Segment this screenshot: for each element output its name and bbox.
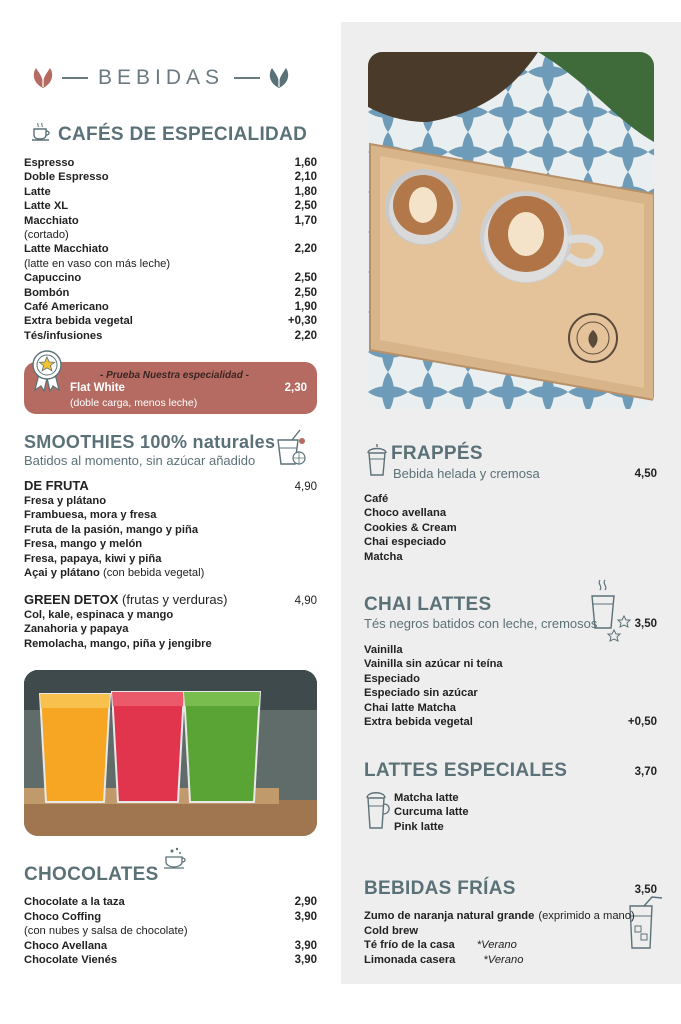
cafe-item-name: Espresso [24, 157, 75, 169]
cafe-item-price: 1,70 [294, 214, 317, 227]
cafe-item-price: 2,20 [294, 243, 317, 256]
fruta-item: Fresa y plátano [24, 495, 107, 507]
coffee-photo [368, 52, 654, 409]
cafe-item-price: +0,30 [287, 315, 317, 328]
cafe-item-price: 2,10 [294, 171, 317, 184]
chocolate-item-name: Choco Coffing [24, 910, 102, 923]
menu-header [30, 62, 310, 94]
frias-title: BEBIDAS FRÍAS [364, 878, 516, 899]
smoothies-illustration [24, 670, 317, 836]
fruta-item-acai [24, 567, 204, 579]
fruta-item: Fresa, papaya, kiwi y piña [24, 552, 162, 565]
smoothies-photo [24, 670, 317, 836]
detox-item: Remolacha, mango, piña y jengibre [24, 637, 212, 650]
chocolate-item-name: (con nubes y salsa de chocolate) [24, 925, 188, 938]
cafe-item-price: 2,50 [294, 200, 317, 213]
frappes-title: FRAPPÉS [391, 443, 483, 464]
chai-item: Vainilla sin azúcar ni teína [364, 658, 503, 671]
specialty-name: Flat White [70, 382, 125, 394]
chai-item: Especiado [364, 672, 420, 685]
latte-item: Curcuma latte [394, 806, 469, 819]
cafe-item-price: 1,80 [294, 185, 317, 198]
cafe-item-name: (latte en vaso con más leche) [24, 257, 171, 270]
latte-glass-icon [364, 788, 392, 832]
cafe-item-name: Café Americano [24, 301, 109, 313]
specialty-desc: (doble carga, menos leche) [70, 397, 198, 409]
fruta-item: Frambuesa, mora y fresa [24, 509, 157, 522]
cafe-item-price: 2,20 [294, 329, 317, 342]
fruta-price: 4,90 [294, 481, 317, 493]
chai-subtitle: Tés negros batidos con leche, cremosos [364, 616, 598, 631]
cafe-item-name: Doble Espresso [24, 171, 109, 184]
fria-item-name: Té frío de la casa [364, 939, 455, 952]
frappes-price: 4,50 [634, 468, 657, 480]
fruta-acai-name: Açai y plátano [24, 567, 100, 579]
detox-item: Zanahoria y papaya [24, 623, 129, 636]
frappe-cup-icon [366, 443, 388, 477]
coffee-cup-icon [30, 120, 54, 142]
fria-item-note: *Verano [483, 953, 524, 966]
cafe-item-price: 2,50 [294, 272, 317, 285]
coffee-illustration [368, 52, 654, 409]
fria-item-note: (exprimido a mano) [538, 910, 635, 922]
chocolate-item-price: 3,90 [294, 910, 317, 923]
fria-item-name: Limonada casera [364, 953, 456, 966]
frappe-item: Matcha [364, 550, 403, 563]
fruta-acai-note: (con bebida vegetal) [102, 567, 205, 579]
specialty-price: 2,30 [284, 382, 307, 394]
detox-title-line [24, 592, 228, 607]
fruta-title: DE FRUTA [24, 478, 89, 493]
latte-item: Matcha latte [394, 792, 459, 804]
chai-glass-icon [588, 578, 634, 644]
detox-price: 4,90 [294, 595, 317, 607]
specialty-tag: - Prueba Nuestra especialidad - [100, 370, 249, 381]
lattes-title: LATTES ESPECIALES [364, 760, 568, 781]
latte-item: Pink latte [394, 820, 444, 833]
frappe-item: Chai especiado [364, 536, 447, 549]
fria-item [364, 910, 635, 922]
detox-title-note: (frutas y verduras) [122, 592, 228, 607]
cafe-item-name: Tés/infusiones [24, 329, 103, 342]
detox-title: GREEN DETOX [24, 592, 119, 607]
cafe-item-price: 1,90 [294, 301, 317, 313]
chocolate-item-price: 3,90 [294, 939, 317, 952]
cafe-item-name: (cortado) [24, 229, 69, 241]
green-leaf-icon [266, 65, 292, 91]
cafes-title: CAFÉS DE ESPECIALIDAD [58, 124, 308, 145]
cafe-item-name: Macchiato [24, 214, 79, 227]
menu-title: BEBIDAS [98, 66, 225, 89]
cafe-item-name: Bombón [24, 286, 70, 299]
header-line-right [234, 77, 260, 79]
chai-extra-price: +0,50 [627, 716, 657, 728]
smoothies-subtitle: Batidos al momento, sin azúcar añadido [24, 453, 256, 468]
chocolates-title: CHOCOLATES [24, 864, 159, 885]
chocolate-item-name: Chocolate Vienés [24, 954, 118, 967]
frappe-item: Choco avellana [364, 507, 447, 520]
cafe-item-name: Latte Macchiato [24, 243, 109, 256]
fruta-item: Fruta de la pasión, mango y piña [24, 523, 199, 536]
fria-item [364, 954, 523, 966]
cafe-item-price: 1,60 [294, 157, 317, 169]
smoothies-title: SMOOTHIES 100% naturales [24, 432, 276, 452]
cafe-item-name: Latte [24, 185, 51, 198]
frappe-item: Café [364, 493, 389, 505]
chocolate-item-name: Chocolate a la taza [24, 896, 125, 908]
specialty-box [24, 362, 317, 414]
fruta-item: Fresa, mango y melón [24, 538, 143, 551]
fria-item-name: Cold brew [364, 924, 419, 937]
fria-item-name: Zumo de naranja natural grande [364, 910, 535, 922]
chai-item: Extra bebida vegetal [364, 716, 473, 728]
red-leaf-icon [30, 65, 56, 91]
award-badge-icon [29, 348, 65, 392]
frappe-item: Cookies & Cream [364, 521, 457, 534]
chai-price: 3,50 [634, 618, 657, 630]
detox-item: Col, kale, espinaca y mango [24, 609, 174, 621]
chocolate-item-price: 2,90 [294, 896, 317, 908]
fria-item [364, 939, 517, 951]
chai-item: Chai latte Matcha [364, 701, 457, 714]
hot-chocolate-icon [162, 846, 190, 870]
header-line-left [62, 77, 88, 79]
chai-item: Especiado sin azúcar [364, 687, 478, 700]
frias-price: 3,50 [634, 884, 657, 896]
chocolate-item-price: 3,90 [294, 954, 317, 967]
chocolate-item-name: Choco Avellana [24, 939, 108, 952]
cafe-item-name: Extra bebida vegetal [24, 315, 133, 328]
chai-item: Vainilla [364, 644, 403, 656]
cafe-item-name: Capuccino [24, 272, 82, 285]
cafe-item-price: 2,50 [294, 286, 317, 299]
cafe-item-name: Latte XL [24, 200, 69, 213]
fria-item-note: *Verano [476, 939, 517, 952]
fria-item [364, 925, 418, 937]
cold-drink-icon [626, 896, 666, 950]
lattes-price: 3,70 [634, 766, 657, 778]
chai-title: CHAI LATTES [364, 594, 492, 615]
frappes-subtitle: Bebida helada y cremosa [393, 466, 540, 481]
smoothie-glass-icon [270, 428, 310, 468]
